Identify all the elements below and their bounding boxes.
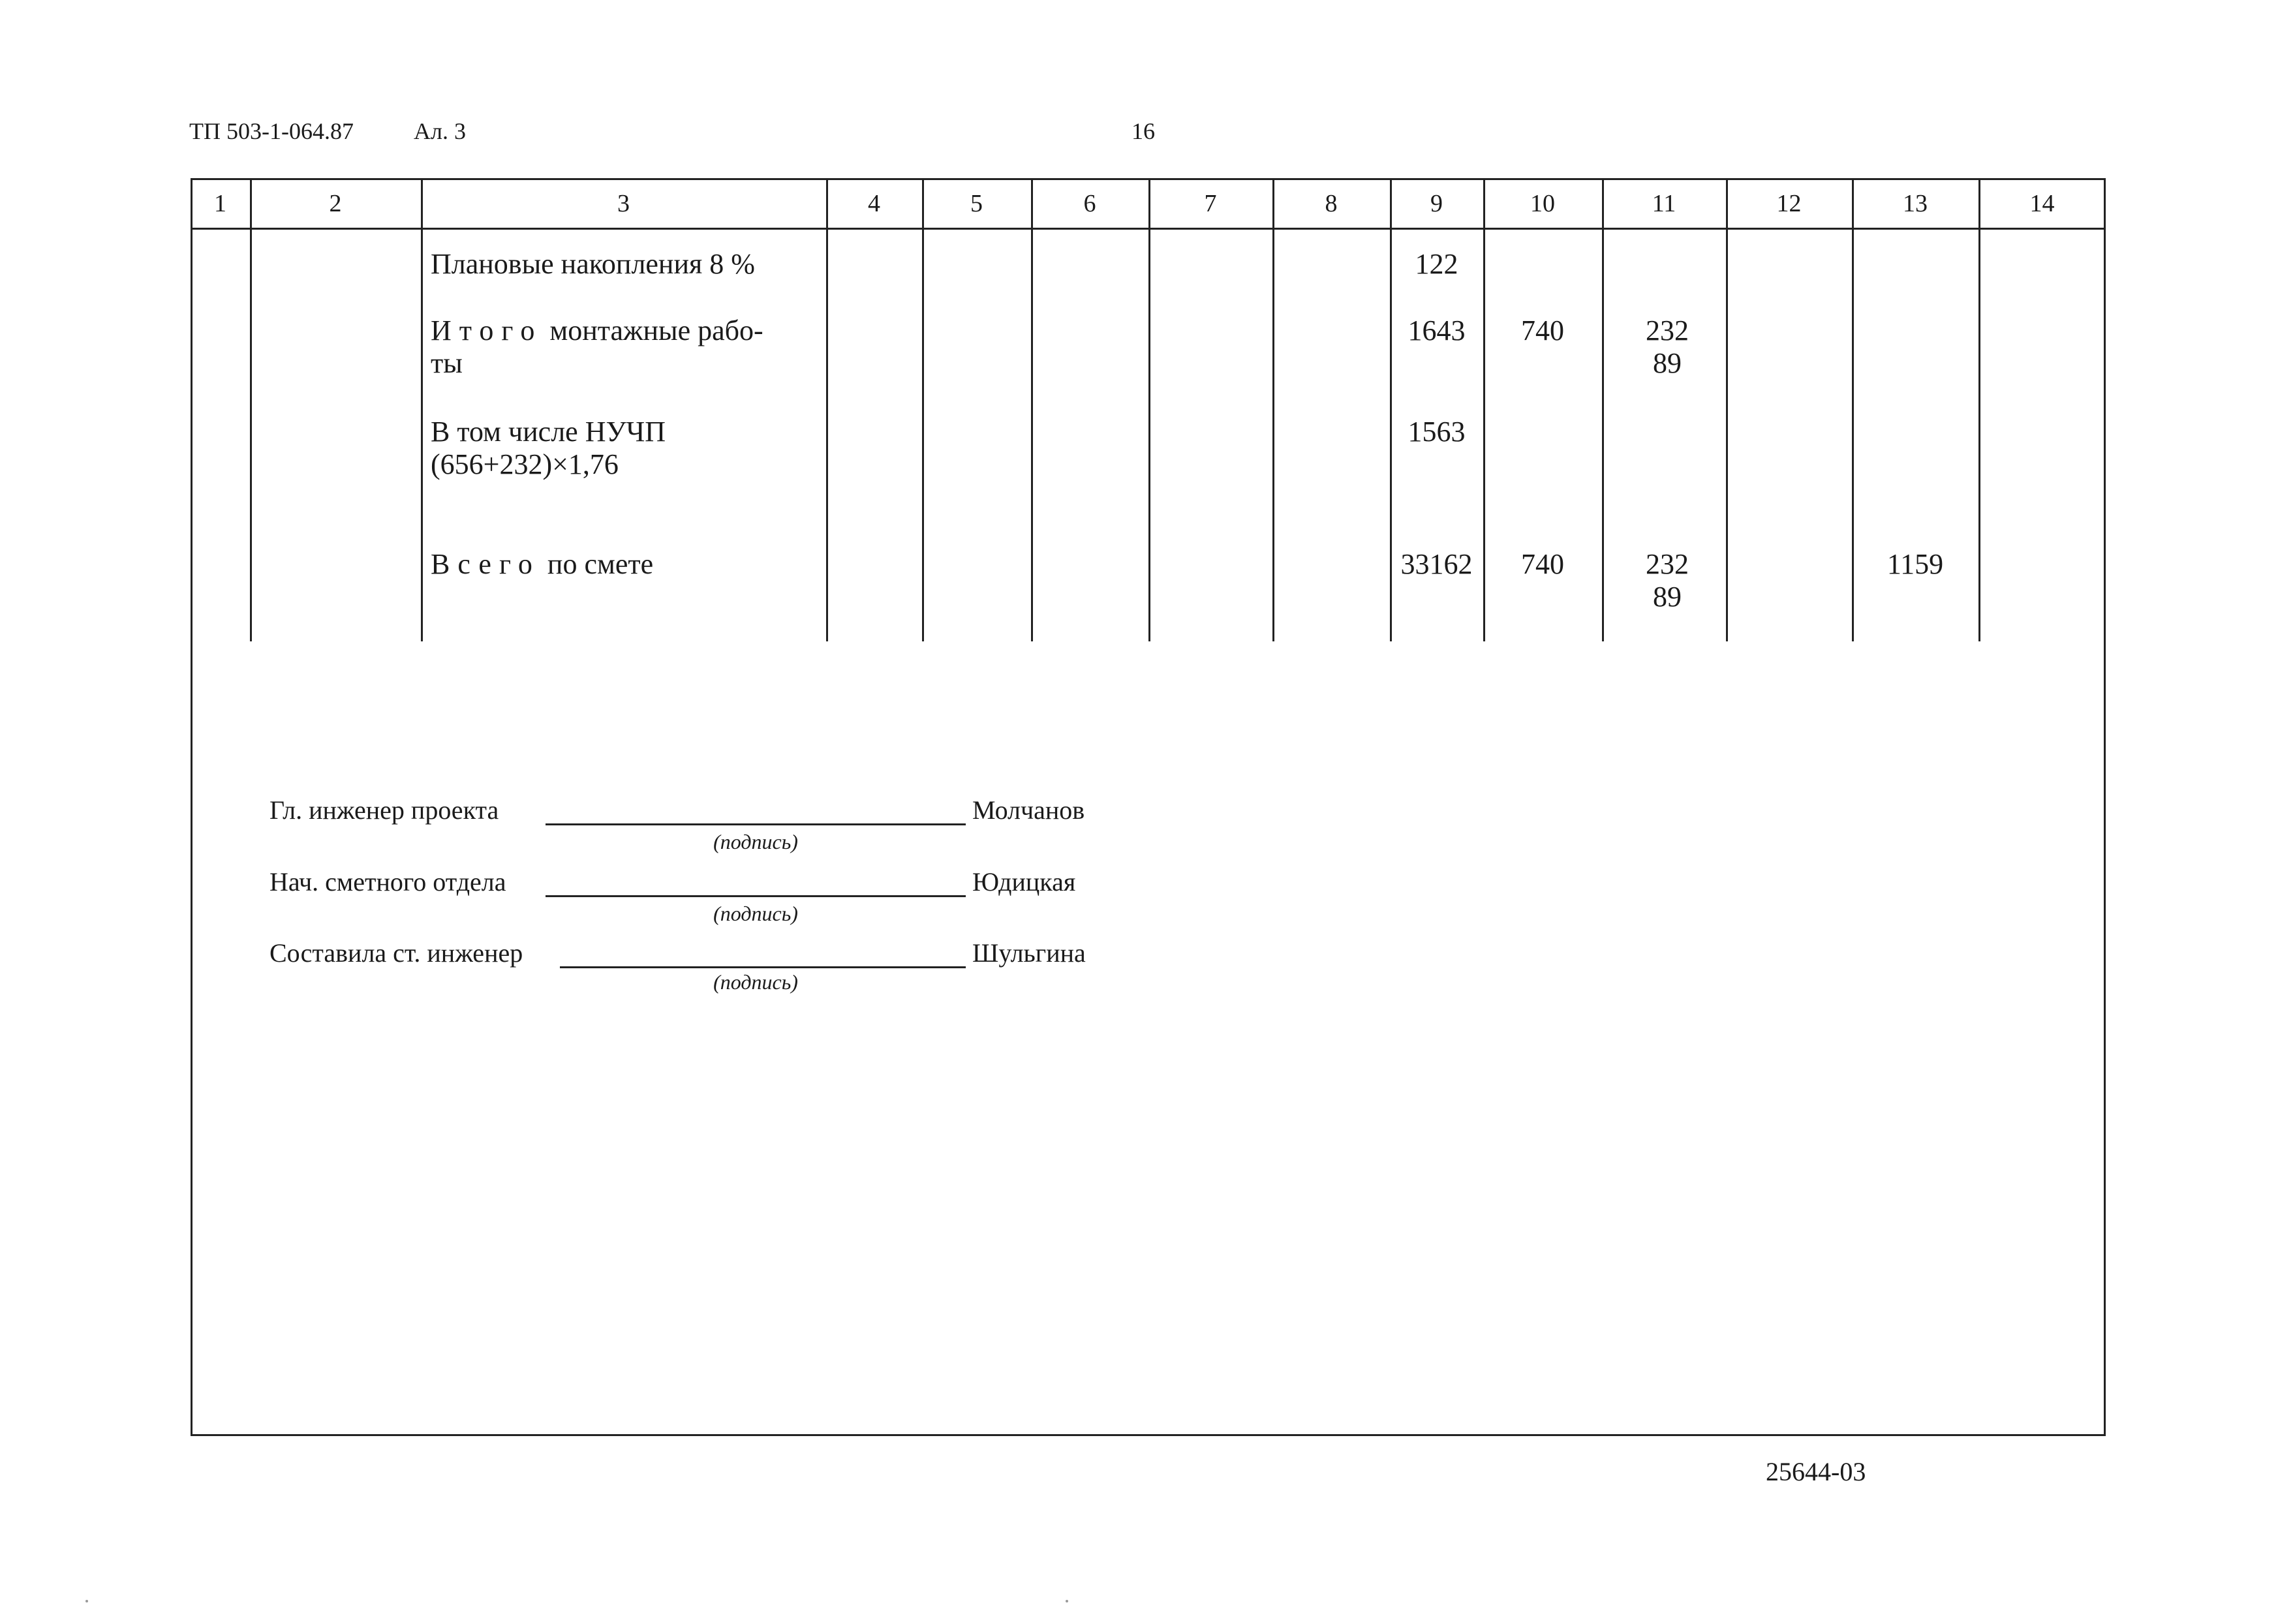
column-divider [1148,178,1150,641]
scan-speck [85,1600,88,1602]
column-number: 12 [1776,190,1802,217]
signature-line [546,823,966,825]
cell-col11-top: 232 [1646,314,1689,346]
column-number: 5 [970,190,983,217]
signature-name: Молчанов [972,795,1085,825]
cell-col10: 740 [1521,548,1564,580]
column-number: 9 [1430,190,1443,217]
signature-line [546,895,966,897]
signature-role: Составила ст. инженер [269,938,523,968]
column-divider [421,178,423,641]
column-number: 2 [329,190,342,217]
column-divider [1978,178,1980,641]
row-description-spaced: Всего [431,548,540,580]
row-description-continued: ты [431,347,463,379]
column-divider [922,178,924,641]
scan-speck [1066,1600,1068,1602]
row-description-spaced: Итого [431,314,543,346]
page-number: 16 [1131,118,1155,144]
column-number: 1 [214,190,226,217]
column-number: 14 [2029,190,2055,217]
cell-col13: 1159 [1886,548,1944,580]
row-description [431,548,653,581]
document-number: 25644-03 [1766,1457,1866,1486]
column-number: 11 [1652,190,1676,217]
signature-hint: (подпись) [713,970,798,994]
signature-role: Нач. сметного отдела [269,867,506,896]
column-number: 4 [868,190,880,217]
column-number: 13 [1903,190,1928,217]
column-number: 10 [1530,190,1555,217]
row-description-continued: (656+232)×1,76 [431,448,619,480]
row-description: В том числе НУЧП [431,416,666,448]
column-divider [1726,178,1728,641]
cell-col9: 1563 [1408,416,1466,448]
row-description: Плановые накопления 8 % [431,248,755,280]
column-divider [250,178,252,641]
document-code: ТП 503-1-064.87 [189,118,354,144]
signature-line [560,966,966,968]
signature-name: Юдицкая [972,867,1076,896]
cell-col9: 33162 [1400,548,1473,580]
signature-hint: (подпись) [713,830,798,853]
column-number: 6 [1083,190,1096,217]
signature-hint: (подпись) [713,902,798,925]
column-number: 7 [1204,190,1217,217]
column-divider [1272,178,1274,641]
row-description-rest: по смете [540,548,654,580]
sheet-reference: Ал. 3 [414,118,466,144]
cell-col11-bottom: 89 [1653,347,1682,379]
column-number: 8 [1325,190,1338,217]
signature-role: Гл. инженер проекта [269,795,499,825]
column-number: 3 [617,190,630,217]
signature-name: Шульгина [972,938,1086,968]
cell-col10: 740 [1521,314,1564,346]
cell-col11-top: 232 [1646,548,1689,580]
row-description-rest: монтажные рабо- [542,314,763,346]
column-divider [1031,178,1033,641]
column-divider [826,178,828,641]
cell-col9: 122 [1415,248,1458,280]
cell-col11-bottom: 89 [1653,581,1682,613]
cell-col9: 1643 [1408,314,1466,346]
row-description [431,314,763,347]
column-divider [1602,178,1604,641]
